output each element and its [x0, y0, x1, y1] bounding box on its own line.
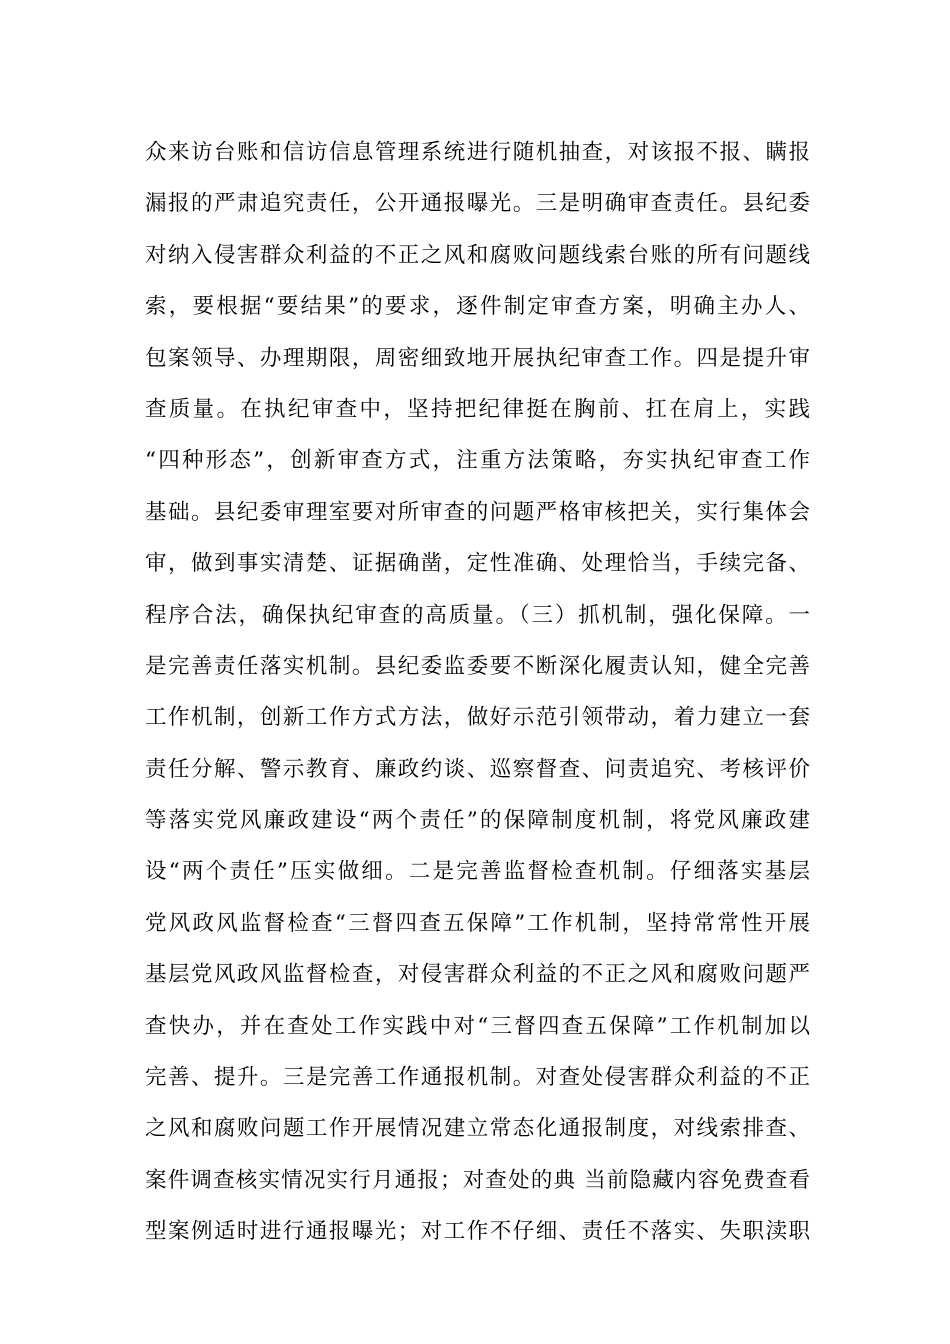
text-line: 对纳入侵害群众利益的不正之风和腐败问题线索台账的所有问题线 — [145, 242, 810, 268]
text-line: 查质量。在执纪审查中，坚持把纪律挺在胸前、扛在肩上，实践 — [145, 396, 810, 422]
text-line: 审，做到事实清楚、证据确凿，定性准确、处理恰当，手续完备、 — [145, 551, 810, 577]
text-line: 案件调查核实情况实行月通报；对查处的典 当前隐藏内容免费查看 — [145, 1167, 810, 1193]
text-line: 众来访台账和信访信息管理系统进行随机抽查，对该报不报、瞒报 — [145, 140, 810, 165]
text-line: 基层党风政风监督检查，对侵害群众利益的不正之风和腐败问题严 — [145, 962, 810, 988]
text-line: 索，要根据“要结果”的要求，逐件制定审查方案，明确主办人、 — [145, 294, 810, 320]
body-text — [145, 127, 810, 1258]
text-line: 党风政风监督检查“三督四查五保障”工作机制，坚持常常性开展 — [145, 910, 810, 936]
text-line: 工作机制，创新工作方式方法，做好示范引领带动，着力建立一套 — [145, 705, 810, 731]
text-line: 型案例适时进行通报曝光；对工作不仔细、责任不落实、失职渎职 — [145, 1219, 810, 1245]
text-line: 之风和腐败问题工作开展情况建立常态化通报制度，对线索排查、 — [145, 1116, 810, 1142]
text-line: 基础。县纪委审理室要对所审查的问题严格审核把关，实行集体会 — [145, 499, 810, 525]
text-line: “四种形态”，创新审查方式，注重方法策略，夯实执纪审查工作 — [145, 448, 810, 474]
text-line: 完善、提升。三是完善工作通报机制。对查处侵害群众利益的不正 — [145, 1065, 810, 1091]
text-line: 设“两个责任”压实做细。二是完善监督检查机制。仔细落实基层 — [145, 859, 810, 885]
text-line: 漏报的严肃追究责任，公开通报曝光。三是明确审查责任。县纪委 — [145, 191, 810, 217]
text-line: 是完善责任落实机制。县纪委监委要不断深化履责认知，健全完善 — [145, 653, 810, 679]
text-line: 包案领导、办理期限，周密细致地开展执纪审查工作。四是提升审 — [145, 345, 810, 371]
text-line: 程序合法，确保执纪审查的高质量。（三）抓机制，强化保障。一 — [145, 602, 810, 628]
text-line: 查快办，并在查处工作实践中对“三督四查五保障”工作机制加以 — [145, 1013, 810, 1039]
text-line: 等落实党风廉政建设“两个责任”的保障制度机制，将党风廉政建 — [145, 808, 810, 834]
text-line: 责任分解、警示教育、廉政约谈、巡察督查、问责追究、考核评价 — [145, 756, 810, 782]
